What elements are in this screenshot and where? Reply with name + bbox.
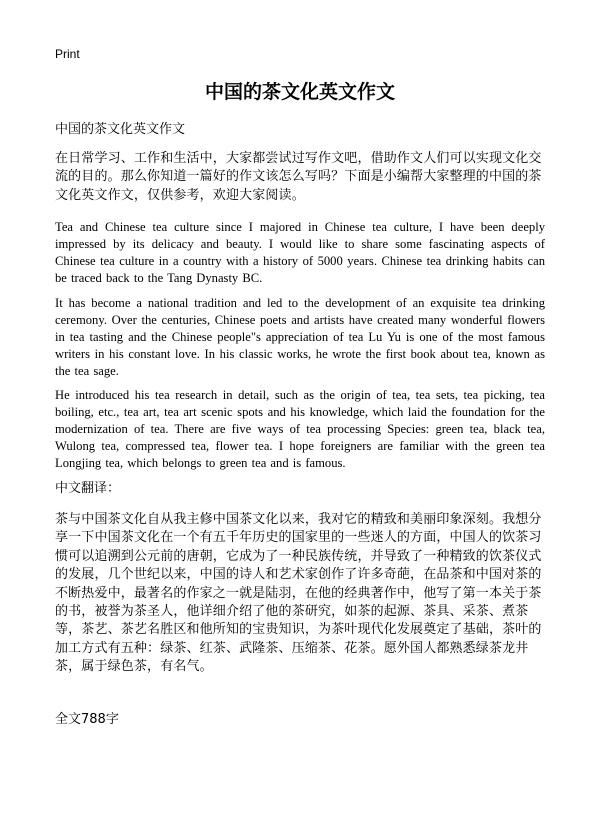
intro-paragraph: 在日常学习、工作和生活中，大家都尝试过写作文吧，借助作文人们可以实现文化交流的目的。那么你知道一篇好的作文该怎么写吗？下面是小编帮大家整理的中国的茶文化英文作文，仅供参考，欢迎大家阅读。 xyxy=(55,151,542,203)
document-title: 中国的茶文化英文作文 xyxy=(204,81,395,103)
english-paragraph-2: It has become a national tradition and led to the development of an exquisite tea drinking ceremony. Over the centuries, Chinese poets and artists have created many wonderful flowers in tea tasting and the Chinese people"s appreciation of tea Lu Yu is one of the most famous writers in his constant love. In his classic works, he wrote the first book about tea, known as the tea sage. xyxy=(55,296,545,378)
translation-heading: 中文翻译： xyxy=(55,481,121,496)
english-paragraph-3: He introduced his tea research in detail, such as the origin of tea, tea sets, tea picking, tea boiling, etc., tea art, tea art scenic spots and his knowledge, which laid the foundation for the modernization of tea. There are five ways of tea processing Species: green tea, black tea, Wulong tea, compressed tea, flower tea. I hope foreigners are familiar with the green tea Longjing tea, which belongs to green tea and is famous. xyxy=(55,388,545,470)
word-count: 全文788字 xyxy=(55,712,119,727)
print-label: Print xyxy=(55,47,80,61)
english-paragraph-1: Tea and Chinese tea culture since I majored in Chinese tea culture, I have been deeply impressed by its delicacy and beauty. I would like to share some fascinating aspects of Chinese tea culture in a country with a history of 5000 years. Chinese tea drinking habits can be traced back to the Tang Dynasty BC. xyxy=(55,220,545,285)
document-subtitle: 中国的茶文化英文作文 xyxy=(55,122,186,137)
translation-paragraph: 茶与中国茶文化自从我主修中国茶文化以来，我对它的精致和美丽印象深刻。我想分享一下中国茶文化在一个有五千年历史的国家里的一些迷人的方面，中国人的饮茶习惯可以追溯到公元前的唐朝，它成为了一种民族传统，并导致了一种精致的饮茶仪式的发展，几个世纪以来，中国的诗人和艺术家创作了许多奇葩，在品茶和中国对茶的不断热爱中，最著名的作家之一就是陆羽，在他的经典著作中，他写了第一本关于茶的书，被誉为茶圣人，他详细介绍了他的茶研究，如茶的起源、茶具、采茶、煮茶等，茶艺、茶艺名胜区和他所知的宝贵知识，为茶叶现代化发展奠定了基础，茶叶的加工方式有五种：绿茶、红茶、武隆茶、压缩茶、花茶。愿外国人都熟悉绿茶龙井茶，属于绿色茶，有名气。 xyxy=(55,512,542,675)
